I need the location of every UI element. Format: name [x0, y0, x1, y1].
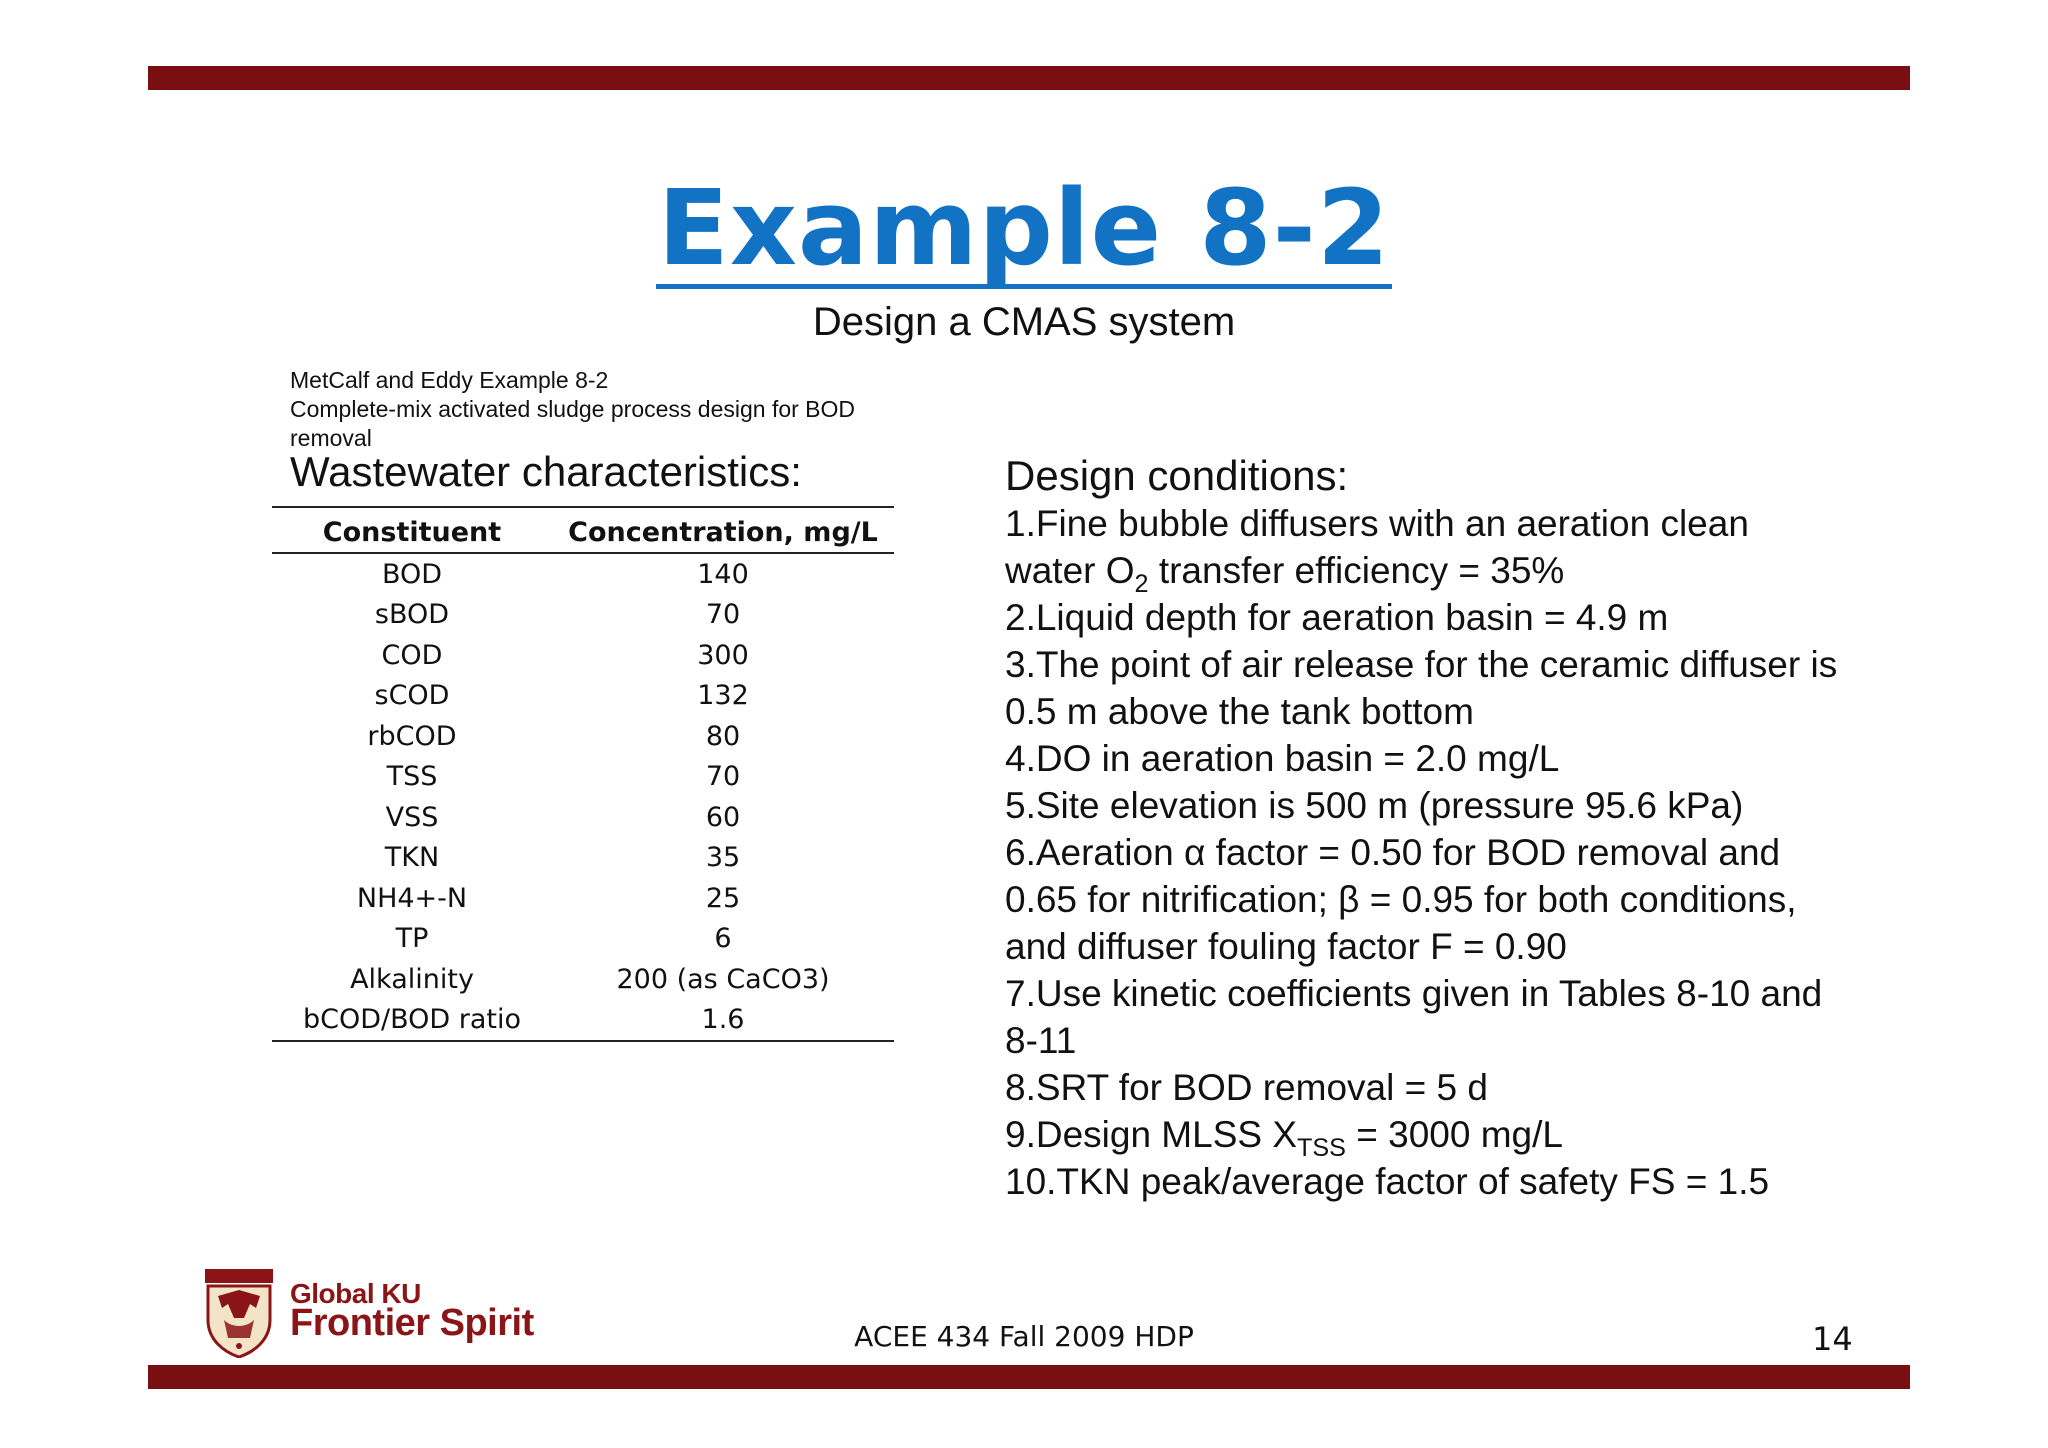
constituent-cell: TP: [395, 923, 429, 955]
constituent-cell: BOD: [381, 558, 443, 590]
condition-text: transfer efficiency = 35%: [1148, 550, 1565, 591]
concentration-cell: 70: [705, 599, 741, 631]
constituent-cell: VSS: [385, 801, 439, 833]
slide-subtitle: Design a CMAS system: [812, 300, 1236, 344]
table-row: [272, 635, 894, 676]
condition-line: 5.Site elevation is 500 m (pressure 95.6 kPa): [1005, 785, 1744, 826]
brand-frontier-spirit: Frontier Spirit: [290, 1302, 534, 1344]
table-row: [272, 838, 894, 879]
condition-subscript: 2: [1134, 569, 1149, 598]
condition-line: 3.The point of air release for the ceramic diffuser is: [1005, 644, 1838, 685]
condition-line: 8.SRT for BOD removal = 5 d: [1005, 1067, 1488, 1108]
slide-title: Example 8-2: [657, 167, 1391, 289]
constituent-cell: sBOD: [374, 599, 450, 631]
concentration-cell: 6: [714, 923, 732, 955]
table-row: [272, 919, 894, 960]
condition-line: 0.5 m above the tank bottom: [1005, 691, 1474, 732]
table-row: [272, 757, 894, 798]
concentration-cell: 60: [705, 801, 741, 833]
condition-line: 1.Fine bubble diffusers with an aeration clean: [1005, 503, 1749, 544]
source-line: Complete-mix activated sludge process design for BOD: [290, 396, 856, 422]
condition-line: 10.TKN peak/average factor of safety FS = 1.5: [1005, 1161, 1770, 1202]
table-row: [272, 716, 894, 757]
condition-line: 0.65 for nitrification; β = 0.95 for both conditions,: [1005, 879, 1797, 920]
constituent-cell: TKN: [384, 842, 440, 874]
constituent-cell: COD: [381, 639, 443, 671]
source-line: removal: [290, 425, 372, 451]
table-row: [272, 595, 894, 636]
table-header-row: [272, 507, 894, 553]
condition-line: 8-11: [1005, 1020, 1077, 1061]
condition-line: 2.Liquid depth for aeration basin = 4.9 m: [1005, 597, 1669, 638]
constituent-cell: TSS: [386, 761, 438, 793]
condition-line: 4.DO in aeration basin = 2.0 mg/L: [1005, 738, 1560, 779]
table-row: [272, 1000, 894, 1042]
concentration-cell: 1.6: [552, 1000, 894, 1042]
condition-text: water O: [1005, 550, 1135, 591]
concentration-cell: 200 (as CaCO3): [616, 963, 830, 995]
table-row: [272, 676, 894, 717]
constituent-cell: rbCOD: [367, 720, 457, 752]
concentration-cell: 300: [697, 639, 749, 671]
bottom-divider-bar: [148, 1365, 1910, 1389]
constituent-cell: Alkalinity: [350, 963, 474, 995]
condition-line: [1005, 1111, 1905, 1162]
concentration-cell: 25: [705, 882, 741, 914]
constituent-cell: sCOD: [374, 680, 450, 712]
condition-text: = 3000 mg/L: [1345, 1114, 1563, 1155]
table-row: [272, 797, 894, 838]
wastewater-heading: Wastewater characteristics:: [290, 448, 802, 495]
concentration-cell: 140: [697, 558, 749, 590]
constituent-cell: NH4+-N: [356, 882, 468, 914]
table-row: [272, 878, 894, 919]
condition-line: [1005, 547, 1905, 598]
column-header: Constituent: [272, 507, 552, 553]
condition-line: 7.Use kinetic coefficients given in Tables 8-10 and: [1005, 973, 1823, 1014]
source-note: [290, 366, 855, 453]
footer-course: ACEE 434 Fall 2009 HDP: [854, 1320, 1194, 1353]
condition-line: and diffuser fouling factor F = 0.90: [1005, 926, 1567, 967]
condition-line: 6.Aeration α factor = 0.50 for BOD removal and: [1005, 832, 1781, 873]
concentration-cell: 35: [705, 842, 741, 874]
column-header: Concentration, mg/L: [552, 507, 894, 553]
concentration-cell: 70: [705, 761, 741, 793]
table-row: [272, 553, 894, 595]
table-row: [272, 959, 894, 1000]
concentration-cell: 132: [697, 680, 749, 712]
constituent-cell: bCOD/BOD ratio: [272, 1000, 552, 1042]
top-divider-bar: [148, 66, 1910, 90]
design-conditions-list: [1005, 500, 1905, 1205]
condition-text: 9.Design MLSS X: [1005, 1114, 1298, 1155]
design-conditions-heading: Design conditions:: [1005, 452, 1349, 499]
concentration-cell: 80: [705, 720, 741, 752]
page-number: 14: [1812, 1320, 1853, 1358]
condition-subscript: TSS: [1297, 1133, 1346, 1162]
brand-global-ku: Global KU: [290, 1278, 421, 1309]
characteristics-table: [272, 506, 894, 1042]
source-line: MetCalf and Eddy Example 8-2: [290, 367, 609, 393]
